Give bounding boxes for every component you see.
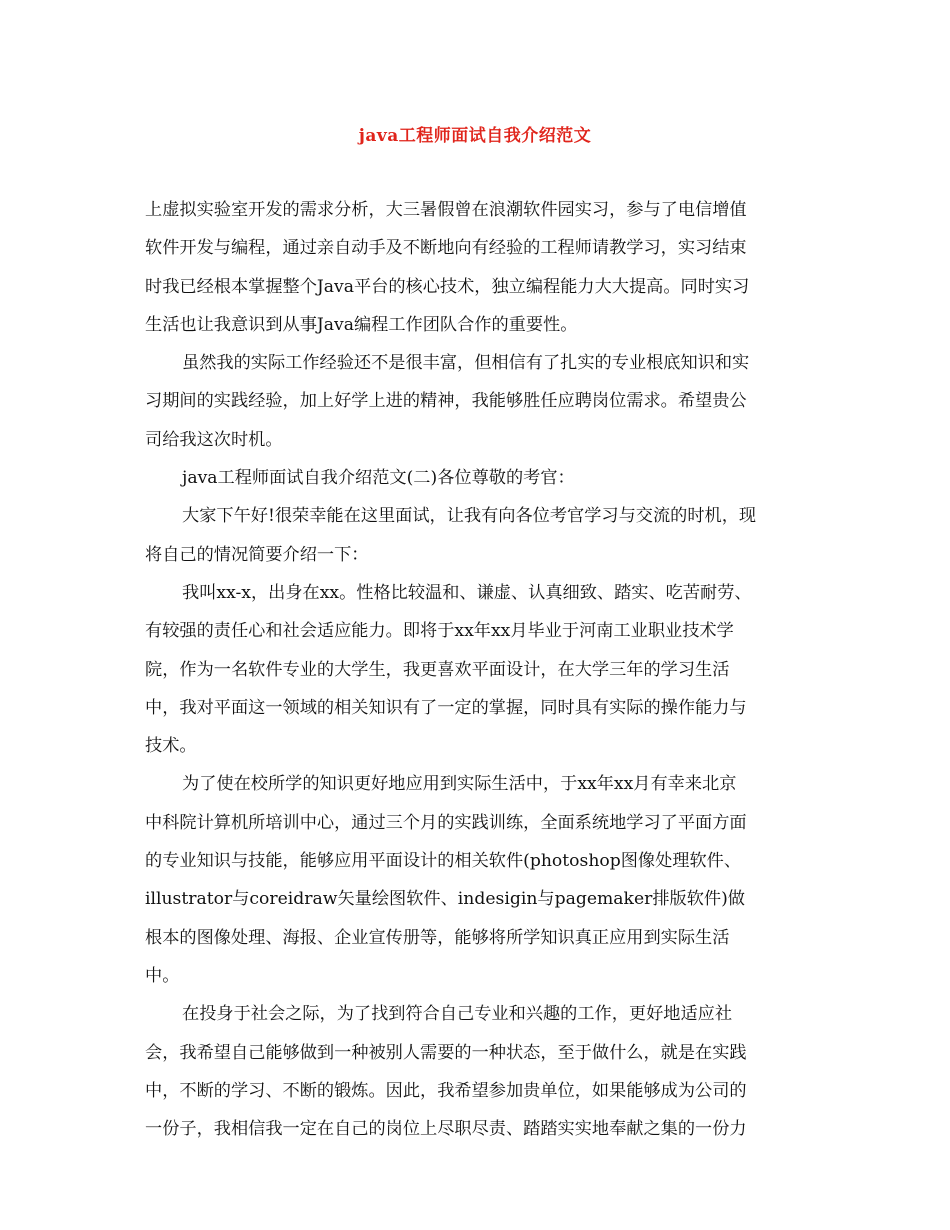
text-line: 习期间的实践经验，加上好学上进的精神，我能够胜任应聘岗位需求。希望贵公	[145, 391, 747, 412]
paragraph-first-line: 为了使在校所学的知识更好地应用到实际生活中，于xx年xx月有幸来北京	[182, 774, 737, 795]
section-heading-line: java工程师面试自我介绍范文(二)各位尊敬的考官：	[182, 468, 575, 489]
text-line: 上虚拟实验室开发的需求分析，大三暑假曾在浪潮软件园实习，参与了电信增值	[145, 200, 747, 220]
document-title: java工程师面试自我介绍范文	[358, 126, 592, 146]
text-line: 时我已经根本掌握整个Java平台的核心技术，独立编程能力大大提高。同时实习	[145, 276, 750, 297]
paragraph-first-line: 虽然我的实际工作经验还不是很丰富，但相信有了扎实的专业根底知识和实	[182, 353, 750, 374]
text-line: 中。	[145, 965, 180, 986]
text-line: 根本的图像处理、海报、企业宣传册等，能够将所学知识真正应用到实际生活	[145, 927, 730, 948]
paragraph-first-line: 在投身于社会之际，为了找到符合自己专业和兴趣的工作，更好地适应社	[182, 1004, 733, 1025]
text-line: 中科院计算机所培训中心，通过三个月的实践训练，全面系统地学习了平面方面	[145, 812, 747, 833]
text-line: 将自己的情况简要介绍一下：	[145, 544, 369, 565]
text-line: 软件开发与编程，通过亲自动手及不断地向有经验的工程师请教学习，实习结束	[145, 238, 747, 259]
text-line: 一份子，我相信我一定在自己的岗位上尽职尽责、踏踏实实地奉献之集的一份力	[145, 1119, 747, 1140]
text-line: 中，我对平面这一领域的相关知识有了一定的掌握，同时具有实际的操作能力与	[145, 697, 747, 718]
text-line: 有较强的责任心和社会适应能力。即将于xx年xx月毕业于河南工业职业技术学	[145, 621, 734, 642]
document-body	[145, 191, 810, 1148]
text-line: 会，我希望自己能够做到一种被别人需要的一种状态，至于做什么，就是在实践	[145, 1042, 747, 1063]
text-line: 司给我这次时机。	[145, 429, 283, 450]
text-line: 院，作为一名软件专业的大学生，我更喜欢平面设计，在大学三年的学习生活	[145, 659, 730, 680]
text-line: 的专业知识与技能，能够应用平面设计的相关软件(photoshop图像处理软件、	[145, 851, 742, 872]
text-line: 生活也让我意识到从事Java编程工作团队合作的重要性。	[145, 314, 578, 335]
text-line: illustrator与coreidraw矢量绘图软件、indesigin与pagemaker排版软件)做	[145, 889, 745, 910]
text-line: 技术。	[145, 736, 197, 757]
text-line: 中，不断的学习、不断的锻炼。因此，我希望参加贵单位，如果能够成为公司的	[145, 1080, 747, 1101]
paragraph-first-line: 大家下午好!很荣幸能在这里面试，让我有向各位考官学习与交流的时机，现	[182, 506, 757, 527]
paragraph-first-line: 我叫xx-x，出身在xx。性格比较温和、谦虚、认真细致、踏实、吃苦耐劳、	[182, 582, 752, 603]
